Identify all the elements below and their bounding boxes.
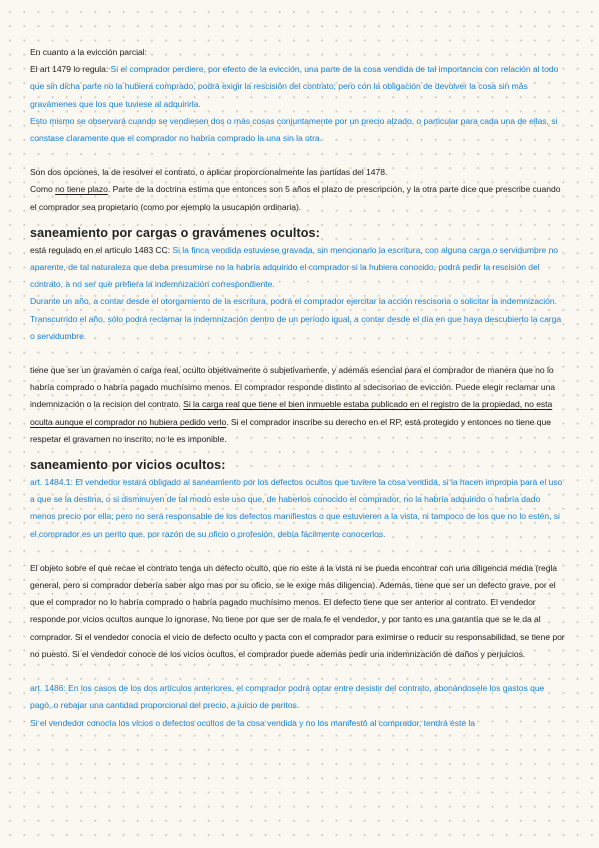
plazo-suffix: . Parte de la doctrina estima que entonces son 5 años el plazo de prescripción, y la otra parte dice que prescribe cuando el comprador sea propietario (como por ejemplo la usucapión ordinaria). bbox=[30, 184, 561, 212]
art-1479-quote-2: Esto mismo se observará cuando se vendiesen dos o más cosas conjuntamente por un precio alzado, o particular para cada una de ellas, si constase claramente que el comprador no habría comprado la una sin la otra. bbox=[30, 115, 558, 144]
art-1483-paragraph bbox=[30, 242, 565, 294]
art-1486-quote: art. 1486: En los casos de los dos artículos anteriores, el comprador podrá optar entre desistir del contrato, abonándosele los gastos que pagó, o rebajar una cantidad proporcional del precio, a juicio de peritos. bbox=[30, 683, 545, 711]
vicios-explanation: El objeto sobre el que recae el contrato tenga un defecto oculto, que no este a la vista ni se pueda encontrar con una diligencia media (regla general, pero si comprador debería saber algo mas por su oficio, se le exige más diligencia). Además, tiene que ser un defecto grave, por el que el comprador no lo habría comprado o habría pagado muchísimo menos. El defecto tiene que ser anterior al contrato. El vendedor responde por vicios ocultos aunque lo ignorase. No tiene por que ser de mala fe el vendedor, y por tanto es una garantía que se le da al comprador. Si el vendedor conocía el vicio de defecto oculto y pacta con el comprador para eximirse o reducir su responsabilidad, se tiene por no puesto. Si el vendedor conoce de los vicios ocultos, el comprador puede además pedir una indemnización de daños y perjuicios. bbox=[30, 562, 565, 659]
cargas-expl-underlined: Si la carga real que tiene el bien inmueble estaba publicado en el registro de la propiedad, no esta oculta aunque el comprador no hubiera pedido verlo bbox=[30, 399, 553, 427]
cargas-expl-pre: tiene que ser un gravamen o carga real, oculto objetivamente o subjetivamente, y además esencial para el comprador de manera que no lo habría comprado o habría pagado muchísimo menos. El comprador responde distinto al sdecisoriao de evicción. Puede elegir reclamar una indemnización o la recision del contrato. bbox=[30, 365, 556, 410]
eviccion-opciones: Son dos opciones, la de resolver el contrato, o aplicar proporcionalmente las partidas del 1478. bbox=[30, 167, 388, 178]
plazo-underlined: no tiene plazo bbox=[55, 184, 108, 195]
art-1479-paragraph bbox=[30, 61, 565, 113]
art-1483-quote-2: Durante un año, a contar desde el otorgamiento de la escritura, podrá el comprador ejercitar la acción rescisoria o solicitar la indemnización. bbox=[30, 296, 557, 307]
cargas-explanation bbox=[30, 362, 565, 448]
art-1483-quote: Si la finca vendida estuviese gravada, sin mencionarlo la escritura, con alguna carga o servidumbre no aparente, de tal naturaleza que deba presumirse no la habría adquirido el comprador si la hubiera conocido, podrá pedir la rescisión del contrato, a no ser que prefiera la indemnización correspondiente. bbox=[30, 244, 559, 290]
art-1483-quote-3: Transcurrido el año, sólo podrá reclamar la indemnización dentro de un período igual, a contar desde el día en que haya descubierto la carga o servidumbre. bbox=[30, 313, 562, 341]
plazo-prefix: Como bbox=[30, 184, 56, 195]
document-page bbox=[30, 44, 565, 732]
art-1486-quote-2: Si el vendedor conocía los vicios o defectos ocultos de la cosa vendida y no los manifestó al comprador, tendrá éste la bbox=[30, 717, 476, 728]
art-1483-label: está regulado en el articulo 1483 CC: bbox=[30, 244, 171, 255]
cargas-expl-post: . Si el comprador inscribe su derecho en el RP, está protegido y entonces no tiene que respetar el gravamen no inscrito, no le es imponible. bbox=[30, 416, 551, 444]
vicios-heading: saneamiento por vicios ocultos: bbox=[30, 458, 226, 473]
eviccion-intro: En cuanto a la evicción parcial: bbox=[30, 47, 147, 57]
cargas-heading: saneamiento por cargas o gravámenes ocultos: bbox=[30, 225, 320, 240]
art-1479-label: El art 1479 lo regula: bbox=[30, 64, 109, 75]
art-1479-quote: Si el comprador perdiere, por efecto de la evicción, una parte de la cosa vendida de tal importancia con relación al todo que sin dicha parte no la hubiera comprado, podrá exigir la rescisión del contrato; pero con la obligación de devolver la cosa sin más gravámenes que los que tuviese al adquirirla. bbox=[30, 64, 559, 109]
art-1484-quote: art. 1484.1: El vendedor estará obligado al saneamiento por los defectos ocultos que tuviere la cosa vendida, si la hacen impropia para el uso a que se la destina, o si disminuyen de tal modo este uso que, de haberlos conocido el comprador, no la habría adquirido o habría dado menos precio por ella; pero no será responsable de los defectos manifiestos o que estuvieren a la vista, ni tampoco de los que no lo estén, si el comprador es un perito que, por razón de su oficio o profesión, debía fácilmente conocerlos. bbox=[30, 477, 563, 539]
eviccion-plazo bbox=[30, 181, 565, 215]
